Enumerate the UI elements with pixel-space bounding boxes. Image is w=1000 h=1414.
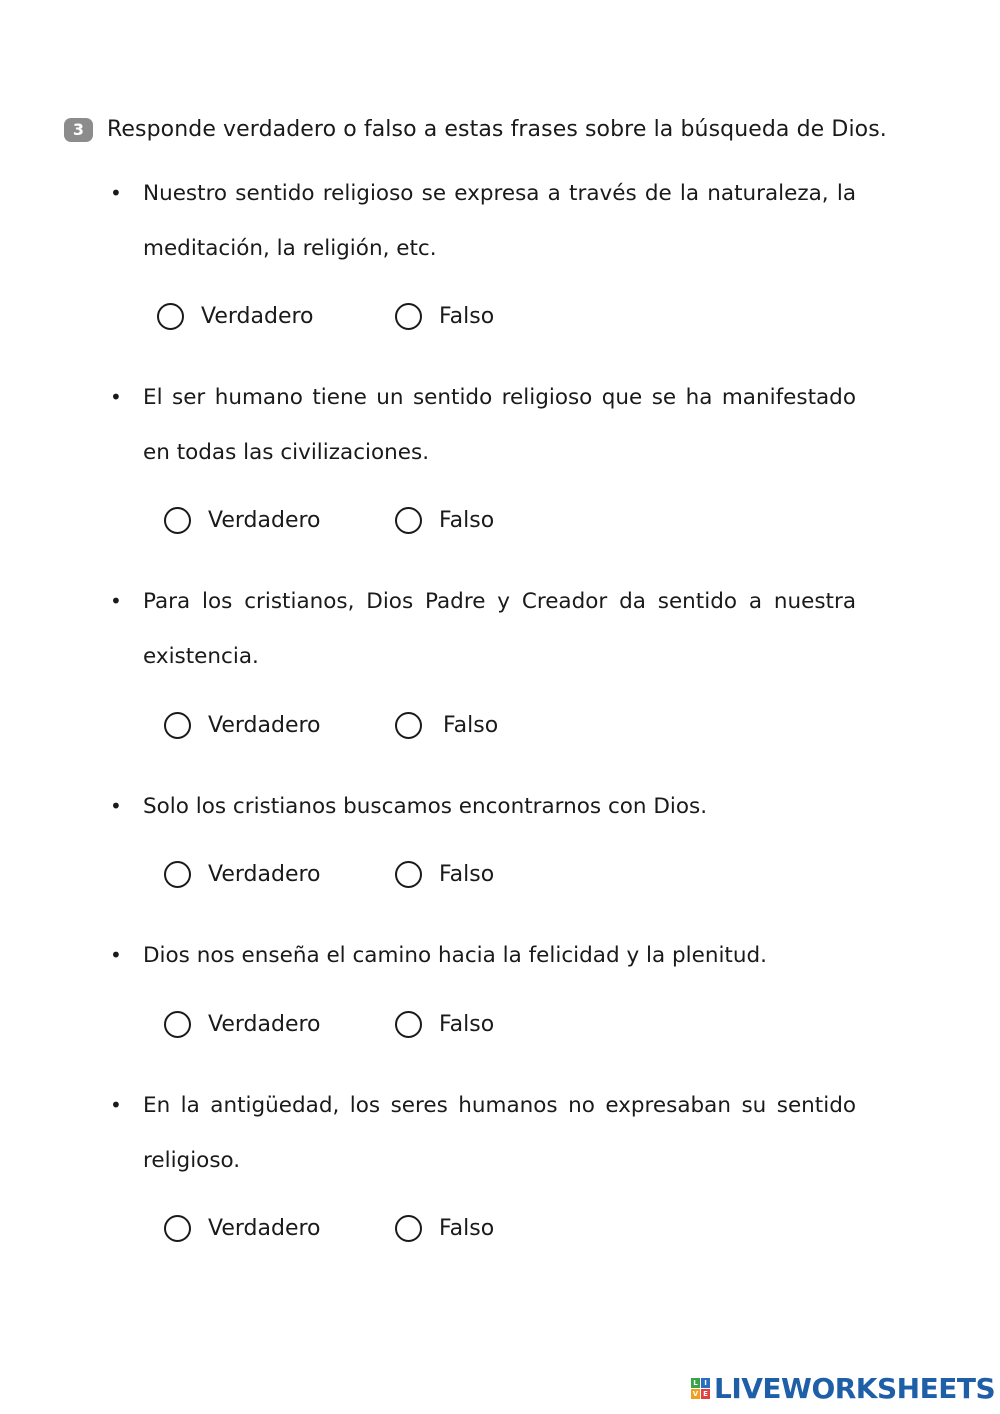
radio-button-icon[interactable] bbox=[164, 861, 191, 888]
option-label: Falso bbox=[439, 1012, 495, 1037]
option-label: Falso bbox=[443, 713, 499, 738]
option-label: Verdadero bbox=[208, 1216, 321, 1241]
logo-text: LIVEWORKSHEETS bbox=[714, 1372, 996, 1405]
option-verdadero[interactable] bbox=[164, 1215, 321, 1242]
option-verdadero[interactable] bbox=[164, 861, 321, 888]
option-verdadero[interactable] bbox=[157, 303, 314, 330]
option-label: Falso bbox=[439, 1216, 495, 1241]
option-verdadero[interactable] bbox=[164, 1011, 321, 1038]
exercise-header bbox=[64, 117, 887, 142]
question-item bbox=[110, 779, 856, 834]
radio-button-icon[interactable] bbox=[395, 507, 422, 534]
radio-button-icon[interactable] bbox=[164, 1215, 191, 1242]
bullet: • bbox=[110, 1093, 122, 1117]
option-falso[interactable] bbox=[395, 861, 494, 888]
bullet: • bbox=[110, 943, 122, 967]
radio-button-icon[interactable] bbox=[395, 1215, 422, 1242]
option-verdadero[interactable] bbox=[164, 507, 321, 534]
bullet: • bbox=[110, 794, 122, 818]
question-item bbox=[110, 1078, 856, 1188]
logo-mark-letter: I bbox=[701, 1378, 710, 1388]
bullet: • bbox=[110, 385, 122, 409]
bullet: • bbox=[110, 181, 122, 205]
question-item bbox=[110, 166, 856, 276]
radio-button-icon[interactable] bbox=[395, 1011, 422, 1038]
question-text: Para los cristianos, Dios Padre y Creador da sentido a nuestra existencia. bbox=[143, 589, 856, 669]
question-text: Solo los cristianos buscamos encontrarnos con Dios. bbox=[143, 794, 708, 819]
option-label: Verdadero bbox=[208, 862, 321, 887]
option-verdadero[interactable] bbox=[164, 712, 321, 739]
logo-mark-icon bbox=[691, 1378, 710, 1399]
option-label: Falso bbox=[439, 304, 495, 329]
logo-mark-letter: E bbox=[701, 1389, 710, 1399]
option-falso[interactable] bbox=[395, 1215, 494, 1242]
option-falso[interactable] bbox=[395, 1011, 494, 1038]
option-falso[interactable] bbox=[395, 303, 494, 330]
radio-button-icon[interactable] bbox=[164, 507, 191, 534]
exercise-instruction: Responde verdadero o falso a estas frases sobre la búsqueda de Dios. bbox=[107, 117, 887, 142]
radio-button-icon[interactable] bbox=[395, 861, 422, 888]
radio-button-icon[interactable] bbox=[395, 303, 422, 330]
logo-mark-letter: L bbox=[691, 1378, 700, 1388]
liveworksheets-logo bbox=[691, 1372, 995, 1405]
question-text: En la antigüedad, los seres humanos no expresaban su sentido religioso. bbox=[143, 1093, 856, 1173]
bullet: • bbox=[110, 589, 122, 613]
option-label: Verdadero bbox=[208, 1012, 321, 1037]
option-label: Verdadero bbox=[208, 508, 321, 533]
radio-button-icon[interactable] bbox=[164, 712, 191, 739]
question-text: Dios nos enseña el camino hacia la felicidad y la plenitud. bbox=[143, 943, 767, 968]
logo-mark-letter: V bbox=[692, 1390, 699, 1398]
option-falso[interactable] bbox=[395, 712, 498, 739]
question-item bbox=[110, 928, 856, 983]
option-falso[interactable] bbox=[395, 507, 494, 534]
exercise-number-badge: 3 bbox=[64, 118, 93, 142]
question-item bbox=[110, 370, 856, 480]
radio-button-icon[interactable] bbox=[395, 712, 422, 739]
radio-button-icon[interactable] bbox=[164, 1011, 191, 1038]
option-label: Verdadero bbox=[208, 713, 321, 738]
question-text: Nuestro sentido religioso se expresa a través de la naturaleza, la meditación, la religión, etc. bbox=[143, 181, 856, 261]
radio-button-icon[interactable] bbox=[157, 303, 184, 330]
question-text: El ser humano tiene un sentido religioso que se ha manifestado en todas las civilizaciones. bbox=[143, 385, 856, 465]
option-label: Falso bbox=[439, 508, 495, 533]
question-item bbox=[110, 574, 856, 684]
option-label: Verdadero bbox=[201, 304, 314, 329]
option-label: Falso bbox=[439, 862, 495, 887]
